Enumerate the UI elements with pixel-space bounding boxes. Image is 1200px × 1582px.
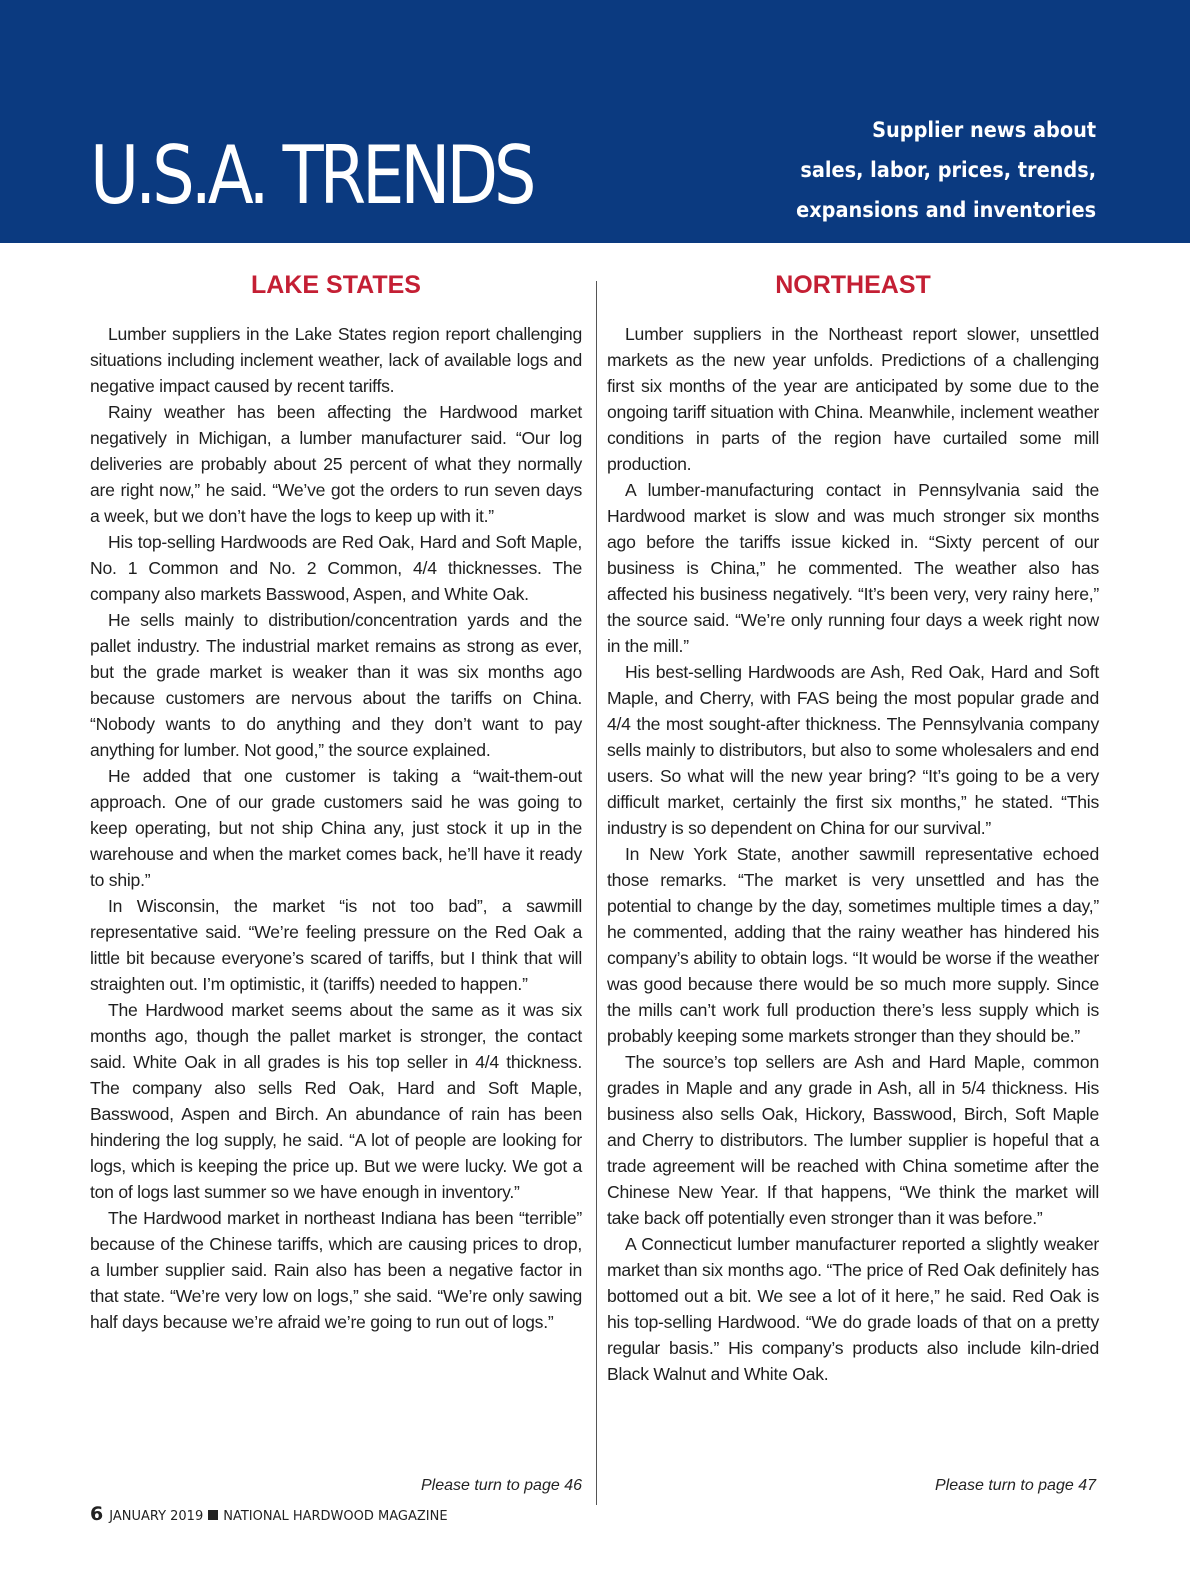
northeast-heading: NORTHEAST: [775, 271, 931, 299]
subtitle-line: sales, labor, prices, trends,: [800, 158, 1096, 182]
subtitle-line: expansions and inventories: [795, 198, 1096, 222]
header-banner: [0, 0, 1190, 243]
article-paragraph: In New York State, another sawmill representative echoed those remarks. “The market is very unsettled and has the potential to change by the day, sometimes multiple times a day,” he commented, adding that the rainy weather has hindered his company’s ability to obtain logs. “It would be worse if the weather was good because there would be so much more supply. Since the mills can’t work full production there’s less supply which is probably keeping some markets stronger than they should be.”: [607, 844, 1099, 1046]
continued-link-northeast: Please turn to page 47: [934, 1477, 1096, 1494]
continued-link-lake-states: Please turn to page 46: [420, 1477, 582, 1494]
section-subtitle: [770, 110, 1096, 230]
page-footer: [90, 1503, 448, 1525]
article-paragraph: His best-selling Hardwoods are Ash, Red Oak, Hard and Soft Maple, and Cherry, with FAS being the most popular grade and 4/4 the most sought-after thickness. The Pennsylvania company sells mainly to distributors, but also to some wholesalers and end users. So what will the new year bring? “It’s going to be a very difficult market, certainly the first six months,” he stated. “This industry is so dependent on China for our survival.”: [607, 662, 1099, 838]
article-paragraph: He sells mainly to distribution/concentration yards and the pallet industry. The industrial market remains as strong as ever, but the grade market is weaker than it was six months ago because customers are nervous about the tariffs on China. “Nobody wants to do anything and they don’t want to pay anything for lumber. Not good,” the source explained.: [90, 610, 582, 760]
article-paragraph: Rainy weather has been affecting the Hardwood market negatively in Michigan, a lumber manufacturer said. “Our log deliveries are probably about 25 percent of what they normally are right now,” he said. “We’ve got the orders to run seven days a week, but we don’t have the logs to keep up with it.”: [90, 402, 582, 526]
page-number: 6: [90, 1503, 104, 1525]
lake-states-column: [90, 268, 582, 1335]
article-paragraph: In Wisconsin, the market “is not too bad”, a sawmill representative said. “We’re feeling pressure on the Red Oak a little bit because everyone’s scared of tariffs, but I think that will straighten out. I’m optimistic, it (tariffs) needed to happen.”: [90, 896, 582, 994]
article-paragraph: The source’s top sellers are Ash and Hard Maple, common grades in Maple and any grade in Ash, all in 5/4 thickness. His business also sells Oak, Hickory, Basswood, Birch, Soft Maple and Cherry to distributors. The lumber supplier is hopeful that a trade agreement will be reached with China sometime after the Chinese New Year. If that happens, “We think the market will take back off potentially even stronger than it was before.”: [607, 1052, 1099, 1228]
article-paragraph: Lumber suppliers in the Northeast report slower, unsettled markets as the new year unfolds. Predictions of a challenging first six months of the year are anticipated by some due to the ongoing tariff situation with China. Meanwhile, inclement weather conditions in parts of the region have curtailed some mill production.: [607, 324, 1099, 474]
lake-states-heading: LAKE STATES: [251, 271, 421, 299]
northeast-column: [607, 268, 1099, 1387]
article-paragraph: The Hardwood market seems about the same as it was six months ago, though the pallet market is stronger, the contact said. White Oak in all grades is his top seller in 4/4 thickness. The company also sells Red Oak, Hard and Soft Maple, Basswood, Aspen and Birch. An abundance of rain has been hindering the log supply, he said. “A lot of people are looking for logs, which is keeping the price up. But we were lucky. We got a ton of logs last summer so we have enough in inventory.”: [90, 1000, 582, 1202]
article-paragraph: Lumber suppliers in the Lake States region report challenging situations including inclement weather, lack of available logs and negative impact caused by recent tariffs.: [90, 324, 582, 396]
subtitle-line: Supplier news about: [872, 118, 1096, 142]
article-paragraph: A lumber-manufacturing contact in Pennsylvania said the Hardwood market is slow and was much stronger six months ago before the tariffs issue kicked in. “Sixty percent of our business is China,” he commented. The weather also has affected his business negatively. “It’s been very, very rainy here,” the source said. “We’re only running four days a week right now in the mill.”: [607, 480, 1099, 656]
article-paragraph: A Connecticut lumber manufacturer reported a slightly weaker market than six months ago. “The price of Red Oak definitely has bottomed out a bit. We see a lot of it here,” he said. Red Oak is his top-selling Hardwood. “We do grade loads of that on a pretty regular basis.” His company’s products also include kiln-dried Black Walnut and White Oak.: [607, 1234, 1099, 1384]
publication-name: NATIONAL HARDWOOD MAGAZINE: [223, 1509, 448, 1524]
column-divider: [596, 281, 597, 1505]
section-title: U.S.A. TRENDS: [90, 129, 533, 222]
article-paragraph: He added that one customer is taking a “wait-them-out approach. One of our grade customers said he was going to keep operating, but not ship China any, just stock it up in the warehouse and when the market comes back, he’ll have it ready to ship.”: [90, 766, 582, 890]
article-paragraph: His top-selling Hardwoods are Red Oak, Hard and Soft Maple, No. 1 Common and No. 2 Common, 4/4 thicknesses. The company also markets Basswood, Aspen, and White Oak.: [90, 532, 582, 604]
square-separator-icon: [208, 1510, 218, 1520]
article-paragraph: The Hardwood market in northeast Indiana has been “terrible” because of the Chinese tariffs, which are causing prices to drop, a lumber supplier said. Rain also has been a negative factor in that state. “We’re very low on logs,” she said. “We’re only sawing half days because we’re afraid we’re going to run out of logs.”: [90, 1208, 582, 1332]
issue-date: JANUARY 2019: [109, 1509, 204, 1524]
